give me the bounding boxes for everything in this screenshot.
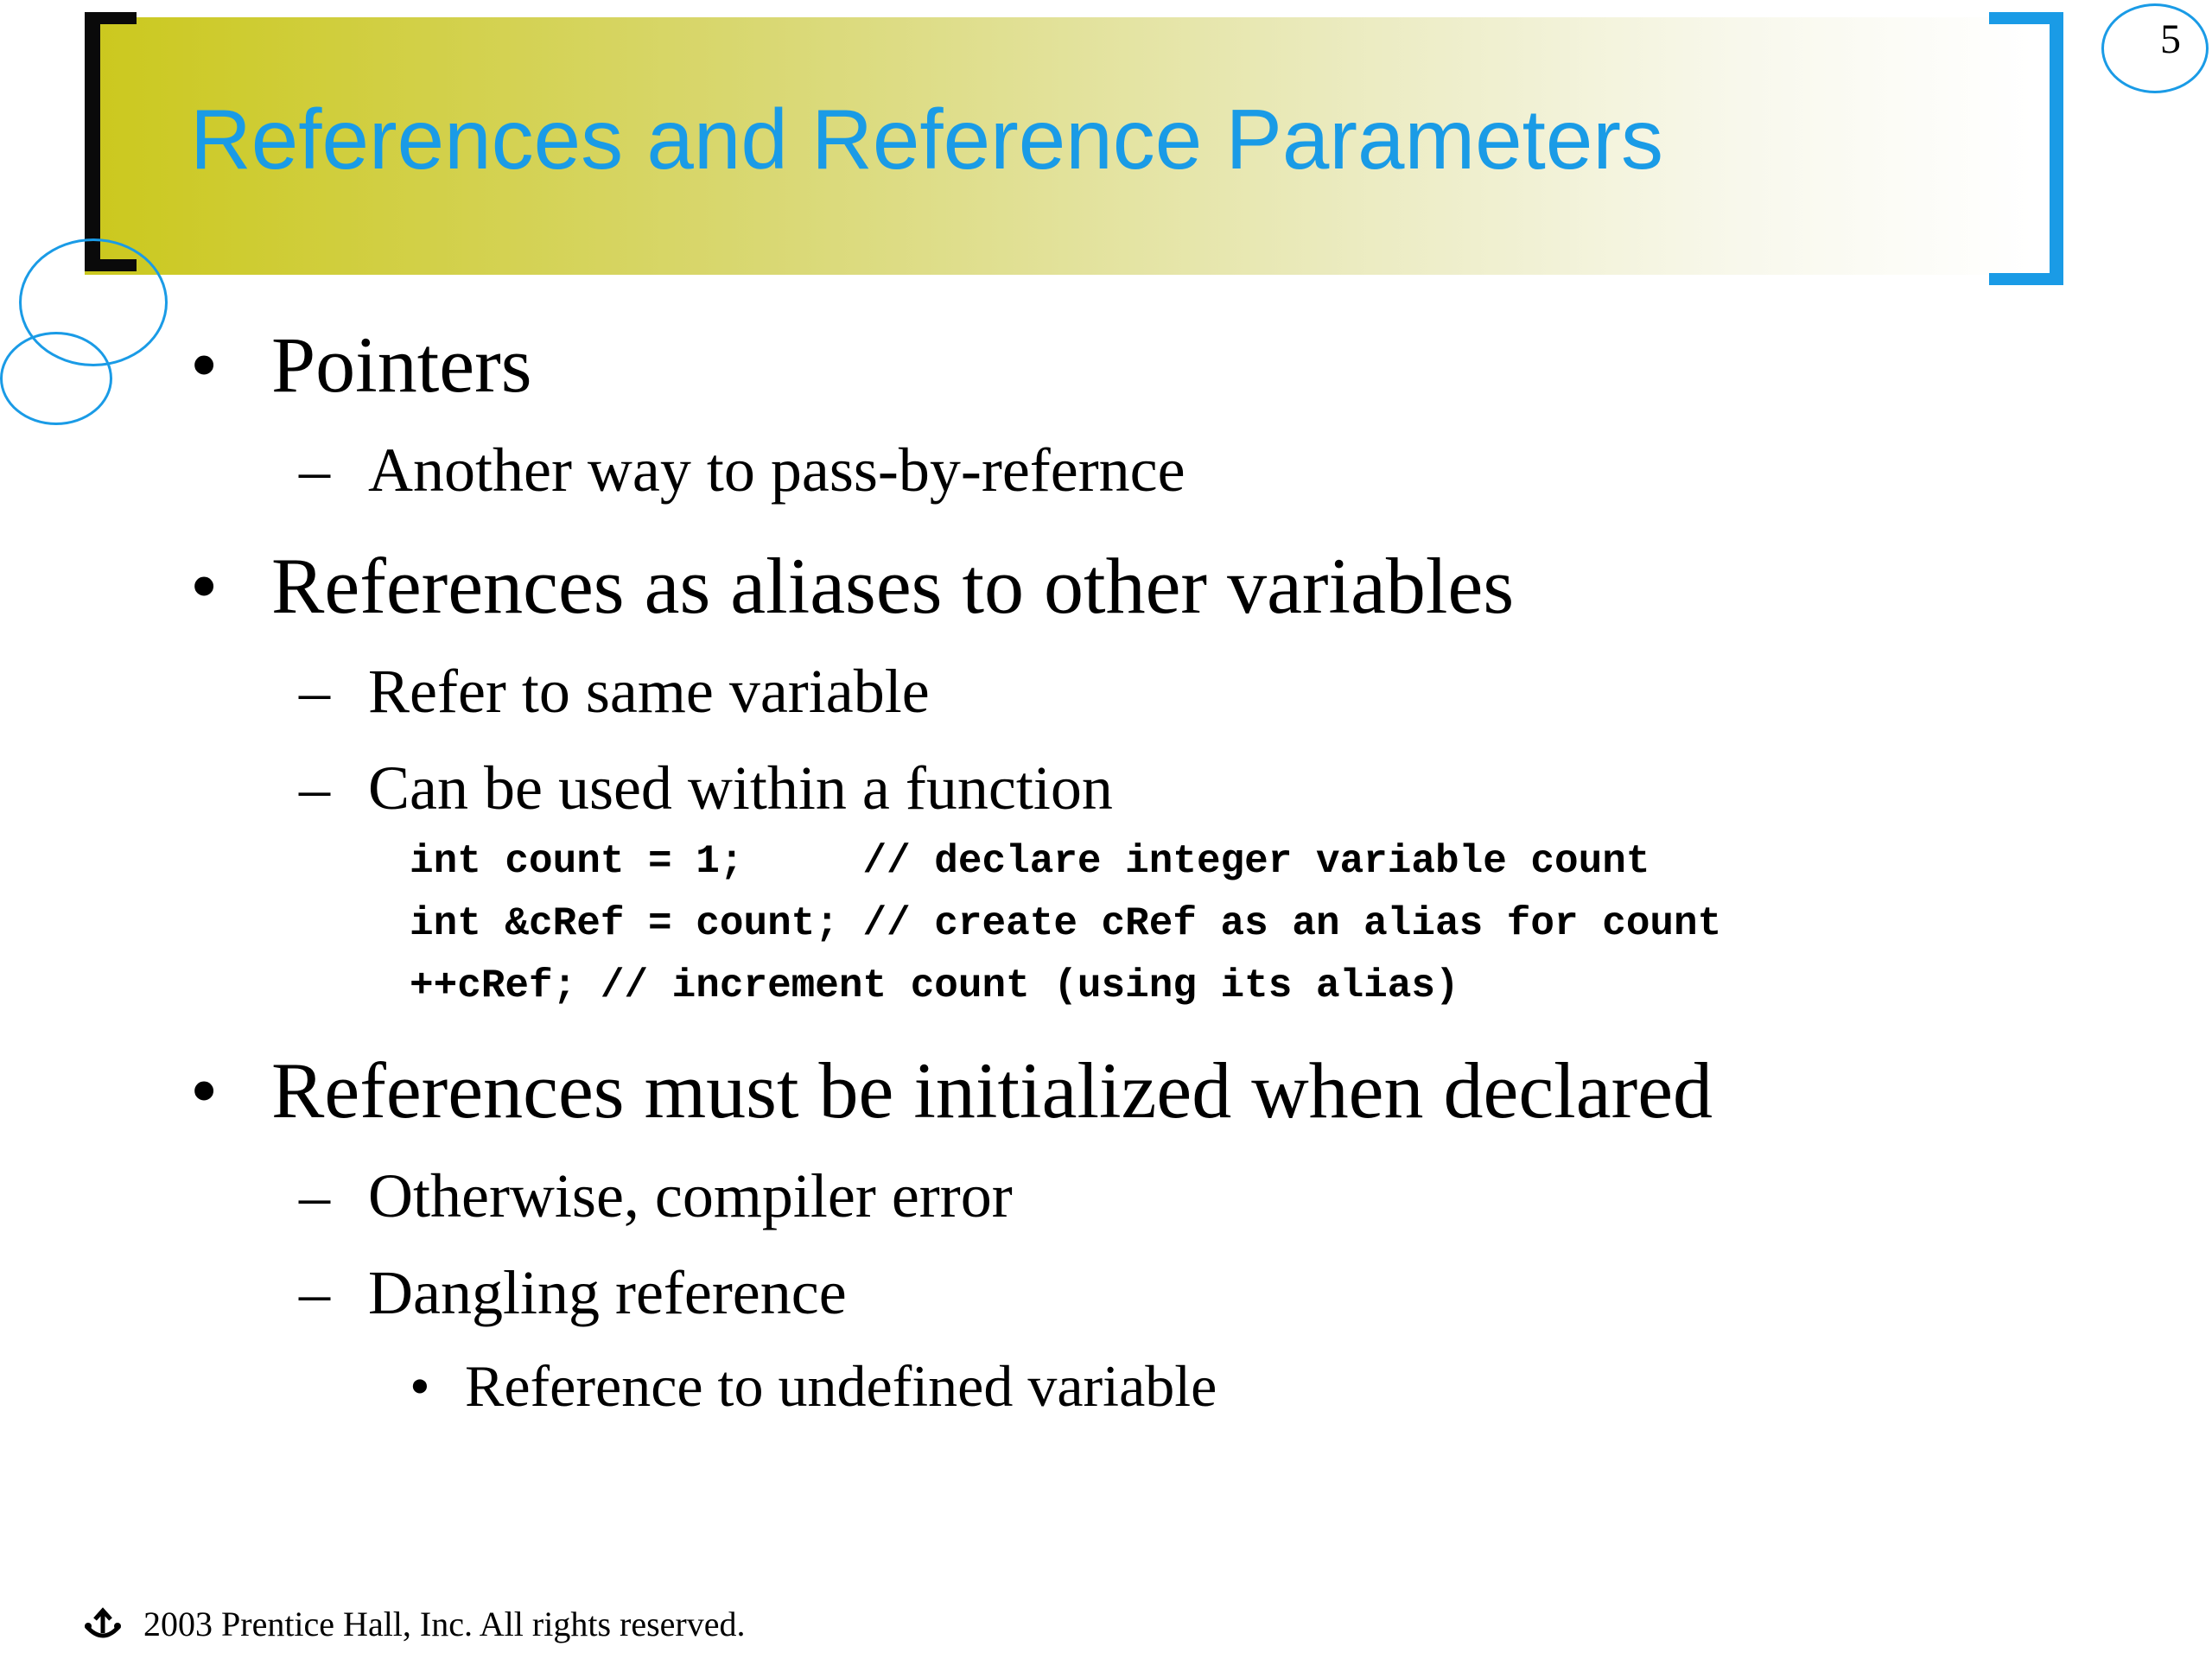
code-line: ++cRef; // increment count (using its alias) xyxy=(410,963,1459,1008)
sub-bullet-item: Can be used within a function xyxy=(368,753,1113,823)
sub-bullet-item: Refer to same variable xyxy=(368,657,930,726)
dash-marker: – xyxy=(299,1161,330,1230)
sub-bullet-item: Otherwise, compiler error xyxy=(368,1161,1013,1230)
dash-marker: – xyxy=(299,1258,330,1327)
dash-marker: – xyxy=(299,753,330,823)
code-line: int count = 1; // declare integer variable count xyxy=(410,839,1650,884)
slide-title: References and Reference Parameters xyxy=(190,92,1663,187)
publisher-logo-icon xyxy=(83,1607,123,1648)
bullet-marker: • xyxy=(190,321,219,409)
bullet-item: References must be initialized when declared xyxy=(271,1046,1713,1135)
bullet-marker: • xyxy=(190,1046,219,1135)
code-line: int &cRef = count; // create cRef as an alias for count xyxy=(410,901,1722,946)
page-number: 5 xyxy=(2160,16,2181,62)
sub-bullet-item: Dangling reference xyxy=(368,1258,847,1327)
decorative-circle xyxy=(0,332,112,425)
small-bullet-marker: • xyxy=(410,1353,430,1419)
footer-copyright xyxy=(83,1607,745,1648)
right-bracket-decoration xyxy=(1989,12,2063,285)
bullet-marker: • xyxy=(190,542,219,630)
footer-text: 2003 Prentice Hall, Inc. All rights reserved. xyxy=(143,1605,746,1643)
left-bracket-decoration xyxy=(85,12,137,271)
bullet-item: References as aliases to other variables xyxy=(271,542,1515,630)
dash-marker: – xyxy=(299,435,330,505)
dash-marker: – xyxy=(299,657,330,726)
sub-bullet-item: Another way to pass-by-refernce xyxy=(368,435,1185,505)
sub-sub-bullet-item: Reference to undefined variable xyxy=(465,1353,1217,1419)
bullet-item: Pointers xyxy=(271,321,532,409)
